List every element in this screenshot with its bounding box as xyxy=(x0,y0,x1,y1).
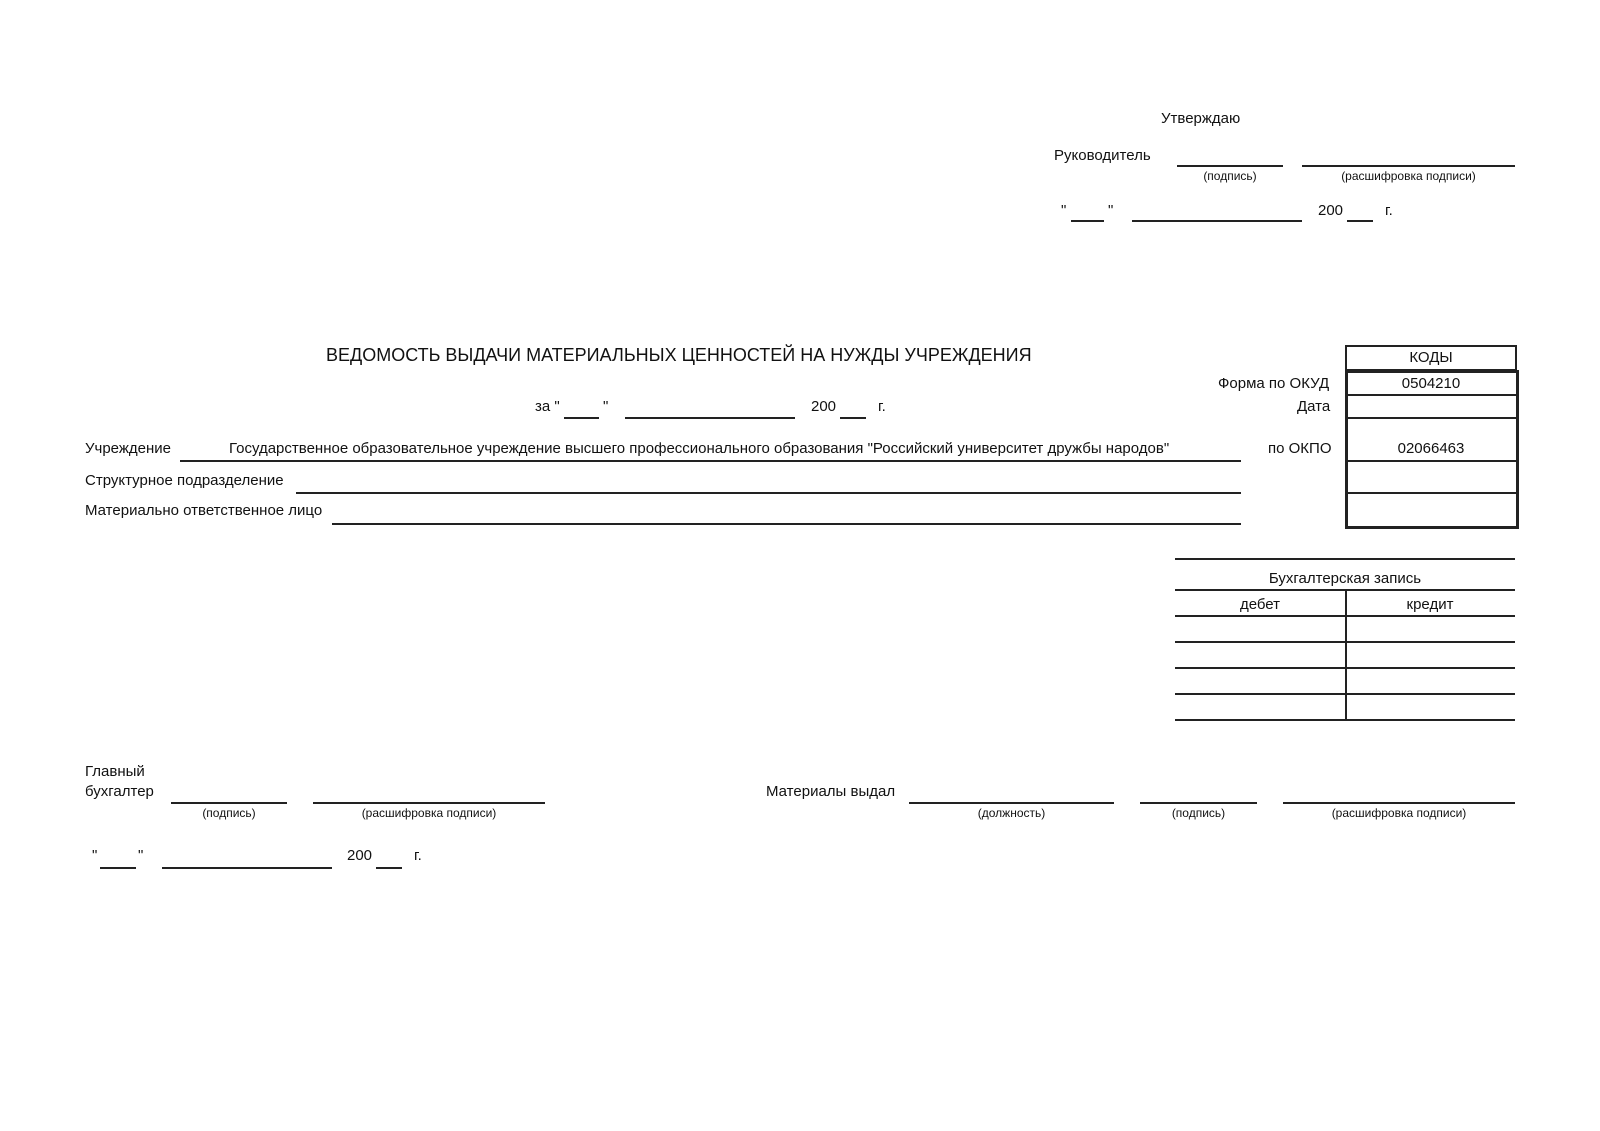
division-label: Структурное подразделение xyxy=(85,472,284,489)
issued-decoding-caption: (расшифровка подписи) xyxy=(1331,806,1467,820)
head-decoding-field[interactable] xyxy=(1302,165,1515,167)
codes-row-divider-4 xyxy=(1345,492,1516,494)
issued-position-caption: (должность) xyxy=(977,806,1046,820)
institution-value: Государственное образовательное учреждение высшего профессионального образования "Российский университет дружбы народов" xyxy=(229,440,1170,457)
accounting-column-divider xyxy=(1345,589,1347,719)
head-signature-field[interactable] xyxy=(1177,165,1283,167)
chief-accountant-label-1: Главный xyxy=(85,763,145,780)
issued-signature-field[interactable] xyxy=(1140,802,1257,804)
period-day-field[interactable] xyxy=(564,417,599,419)
approval-year-suffix: г. xyxy=(1385,202,1393,219)
issued-signature-caption: (подпись) xyxy=(1171,806,1226,820)
period-year-suffix: г. xyxy=(878,398,886,415)
document-title: ВЕДОМОСТЬ ВЫДАЧИ МАТЕРИАЛЬНЫХ ЦЕННОСТЕЙ НА НУЖДЫ УЧРЕЖДЕНИЯ xyxy=(326,345,1032,365)
chief-signature-caption: (подпись) xyxy=(202,806,256,820)
issued-decoding-field[interactable] xyxy=(1283,802,1515,804)
responsible-field[interactable] xyxy=(332,523,1241,525)
accounting-credit-header: кредит xyxy=(1406,596,1454,613)
approval-day-field[interactable] xyxy=(1071,220,1104,222)
period-year-prefix: 200 xyxy=(811,398,837,415)
accounting-top-rule xyxy=(1175,558,1515,560)
issued-by-label: Материалы выдал xyxy=(766,783,896,800)
chief-quote-close: " xyxy=(138,847,144,864)
period-prefix: за " xyxy=(535,398,560,415)
period-quote-close: " xyxy=(603,398,609,415)
accounting-debit-header: дебет xyxy=(1239,596,1281,613)
accounting-title: Бухгалтерская запись xyxy=(1268,570,1422,587)
okpo-value: 02066463 xyxy=(1397,440,1465,457)
codes-row-divider-1 xyxy=(1345,394,1516,396)
responsible-label: Материально ответственное лицо xyxy=(85,502,323,519)
division-field[interactable] xyxy=(296,492,1241,494)
codes-header: КОДЫ xyxy=(1409,349,1453,366)
accounting-rule-7 xyxy=(1175,719,1515,721)
period-year-field[interactable] xyxy=(840,417,866,419)
head-label: Руководитель xyxy=(1054,147,1151,164)
date-label: Дата xyxy=(1297,398,1331,415)
issued-position-field[interactable] xyxy=(909,802,1114,804)
chief-accountant-label-2: бухгалтер xyxy=(85,783,154,800)
chief-signature-field[interactable] xyxy=(171,802,287,804)
chief-decoding-field[interactable] xyxy=(313,802,545,804)
institution-label: Учреждение xyxy=(85,440,171,457)
chief-decoding-caption: (расшифровка подписи) xyxy=(361,806,497,820)
head-decoding-caption: (расшифровка подписи) xyxy=(1341,169,1476,183)
chief-year-field[interactable] xyxy=(376,867,402,869)
chief-year-suffix: г. xyxy=(414,847,422,864)
institution-field[interactable] xyxy=(180,460,1241,462)
approve-label: Утверждаю xyxy=(1161,110,1241,127)
approval-quote-open: " xyxy=(1061,202,1067,219)
chief-quote-open: " xyxy=(92,847,98,864)
okpo-label: по ОКПО xyxy=(1268,440,1332,457)
chief-day-field[interactable] xyxy=(100,867,136,869)
approval-year-field[interactable] xyxy=(1347,220,1373,222)
approval-month-field[interactable] xyxy=(1132,220,1302,222)
period-month-field[interactable] xyxy=(625,417,795,419)
chief-year-prefix: 200 xyxy=(347,847,373,864)
codes-row-divider-3 xyxy=(1345,460,1516,462)
okud-label: Форма по ОКУД xyxy=(1218,375,1330,392)
okud-value: 0504210 xyxy=(1401,375,1461,392)
chief-month-field[interactable] xyxy=(162,867,332,869)
approval-quote-close: " xyxy=(1108,202,1114,219)
approval-year-prefix: 200 xyxy=(1318,202,1344,219)
codes-row-divider-2 xyxy=(1345,417,1516,419)
head-signature-caption: (подпись) xyxy=(1203,169,1257,183)
